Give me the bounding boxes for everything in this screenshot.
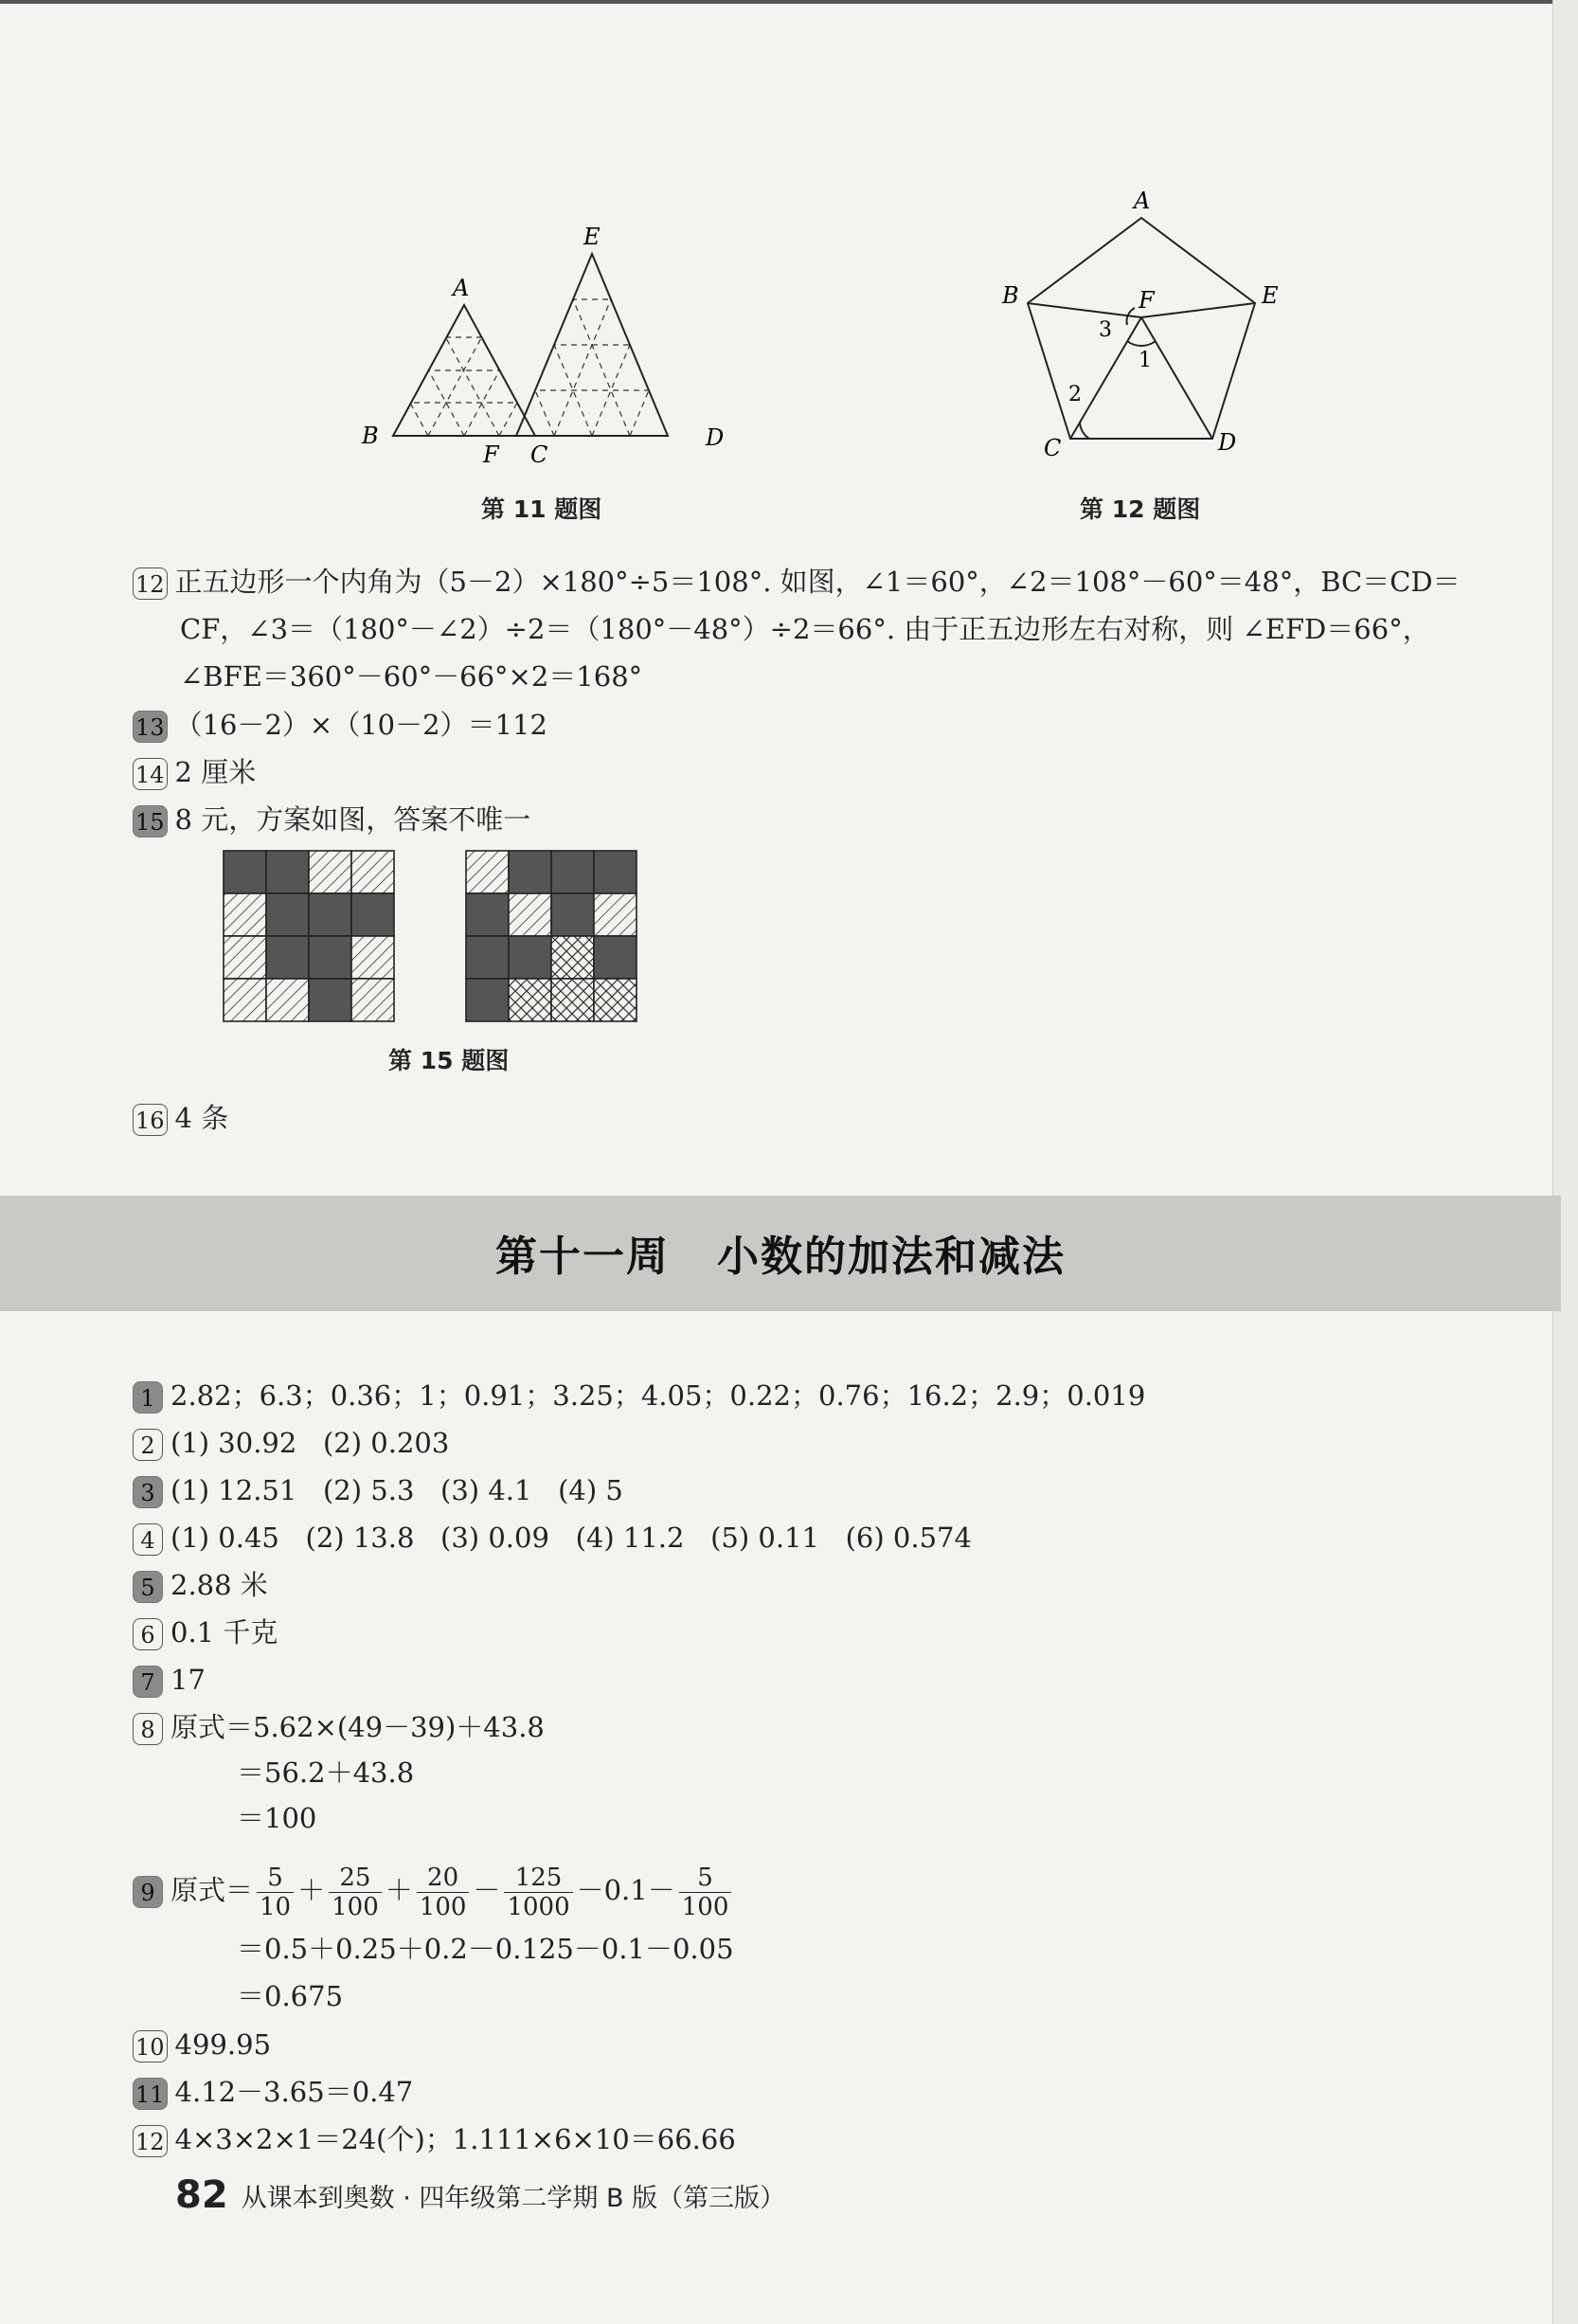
answer-10: [133, 2026, 271, 2063]
denominator: 100: [332, 1892, 379, 1921]
figure-12: [985, 185, 1288, 469]
fig11-label-f: F: [483, 441, 499, 468]
answer-9-line3: ＝0.675: [237, 1980, 344, 2012]
fraction-2: [329, 1864, 382, 1921]
question-number: 9: [133, 1876, 163, 1908]
answer-8-line3: ＝100: [237, 1802, 317, 1834]
answer-16a: [133, 1099, 228, 1137]
question-number: 2: [133, 1429, 163, 1461]
answer-text: 4.12－3.65＝0.47: [174, 2076, 414, 2108]
answer-12: [133, 2120, 736, 2158]
figure-12-caption: 第 12 题图: [1080, 495, 1201, 523]
page-edge: [1552, 0, 1578, 2324]
question-number: 15: [133, 805, 168, 838]
answer-text: 2 厘米: [174, 756, 257, 788]
answer-text: 正五边形一个内角为（5－2）×180°÷5＝108°. 如图，∠1＝60°，∠2＝108°－60°＝48°，BC＝CD＝: [174, 566, 1461, 598]
fig12-label-f: F: [1139, 287, 1155, 314]
answer-text: 2.88 米: [170, 1569, 268, 1601]
answer-text: （16－2）×（10－2）＝112: [174, 709, 547, 741]
answer-text: 8 元，方案如图，答案不唯一: [174, 803, 531, 836]
question-number: 6: [133, 1618, 163, 1650]
answer-text: 4 条: [174, 1102, 229, 1134]
answer-12a: [133, 563, 1461, 601]
figure-15-caption: 第 15 题图: [388, 1047, 510, 1074]
page-footer: [175, 2173, 785, 2217]
week-banner: [0, 1196, 1561, 1311]
question-number: 1: [133, 1381, 163, 1414]
answer-7: [133, 1661, 206, 1699]
answer-text: 0.1 千克: [170, 1616, 278, 1648]
numerator: 20: [417, 1864, 470, 1893]
denominator: 100: [681, 1892, 729, 1921]
page-number: 82: [175, 2173, 228, 2217]
operator: ＋: [297, 1874, 326, 1906]
figure-15: [222, 849, 638, 1023]
question-number: 10: [133, 2030, 168, 2063]
answer-2: [133, 1424, 449, 1462]
operator: ＋: [385, 1874, 413, 1906]
question-number: 14: [133, 758, 168, 790]
answer-8-line2: ＝56.2＋43.8: [237, 1757, 415, 1789]
numerator: 5: [679, 1864, 732, 1893]
numerator: 25: [329, 1864, 382, 1893]
answer-12a-line2: CF，∠3＝（180°－∠2）÷2＝（180°－48°）÷2＝66°. 由于正五边形左右对称，则 ∠EFD＝66°，: [180, 613, 1430, 645]
answer-9-line2: ＝0.5＋0.25＋0.2－0.125－0.1－0.05: [237, 1933, 734, 1965]
figure-11-caption: 第 11 题图: [481, 495, 602, 523]
denominator: 10: [260, 1892, 292, 1921]
fig12-label-e: E: [1262, 282, 1279, 309]
answer-12a-line3: ∠BFE＝360°－60°－66°×2＝168°: [180, 660, 643, 693]
answer-1: [133, 1377, 1145, 1414]
numerator: 125: [504, 1864, 572, 1893]
fig12-angle-3: 3: [1099, 318, 1112, 342]
fig11-label-b: B: [362, 423, 379, 449]
fraction-4: [504, 1864, 572, 1921]
question-number: 12: [133, 567, 168, 600]
question-number: 3: [133, 1476, 163, 1508]
question-number: 8: [133, 1713, 163, 1745]
question-number: 12: [133, 2125, 168, 2157]
answer-text: 2.82；6.3；0.36；1；0.91；3.25；4.05；0.22；0.76；16.2；2.9；0.019: [170, 1379, 1146, 1412]
answer-11: [133, 2073, 413, 2111]
question-number: 7: [133, 1666, 163, 1698]
fig11-label-c: C: [530, 441, 548, 468]
question-number: 5: [133, 1571, 163, 1603]
answer-text: (1) 30.92 (2) 0.203: [170, 1427, 450, 1459]
answer-5: [133, 1566, 268, 1604]
operator: －: [473, 1874, 501, 1906]
numerator: 5: [257, 1864, 294, 1893]
week-label: 第十一周: [495, 1233, 670, 1281]
answer-6: [133, 1613, 278, 1651]
answer-text: 499.95: [174, 2028, 272, 2061]
answer-4: [133, 1519, 972, 1557]
operator: －0.1－: [576, 1874, 675, 1906]
answer-prefix: 原式＝: [170, 1874, 254, 1906]
question-number: 16: [133, 1104, 168, 1136]
fraction-1: [257, 1864, 294, 1921]
fig12-angle-2: 2: [1068, 383, 1082, 406]
denominator: 1000: [507, 1892, 570, 1921]
answer-3: [133, 1471, 623, 1509]
answer-13a: [133, 706, 547, 744]
fig12-label-a: A: [1134, 188, 1151, 214]
answer-9: [133, 1857, 735, 1923]
top-rule: [0, 0, 1553, 4]
answer-text: (1) 0.45 (2) 13.8 (3) 0.09 (4) 11.2 (5) 0.11 (6) 0.574: [170, 1522, 972, 1554]
week-title: [0, 1222, 1561, 1283]
answer-8: [133, 1708, 545, 1746]
denominator: 100: [419, 1892, 467, 1921]
question-number: 11: [133, 2078, 168, 2110]
fig12-label-d: D: [1218, 429, 1237, 456]
fig12-angle-1: 1: [1139, 349, 1152, 372]
answer-text: 17: [170, 1664, 206, 1696]
question-number: 13: [133, 711, 168, 743]
answer-14a: [133, 753, 256, 791]
question-number: 4: [133, 1523, 163, 1556]
week-topic: 小数的加法和减法: [717, 1233, 1066, 1281]
answer-text: (1) 12.51 (2) 5.3 (3) 4.1 (4) 5: [170, 1474, 623, 1506]
answer-15a: [133, 801, 530, 838]
fig11-label-a: A: [453, 275, 470, 301]
fraction-5: [679, 1864, 732, 1921]
book-title: 从课本到奥数 · 四年级第二学期 B 版（第三版）: [241, 2183, 786, 2213]
fig11-label-e: E: [583, 224, 601, 250]
fraction-3: [417, 1864, 470, 1921]
answer-text: 原式＝5.62×(49－39)＋43.8: [170, 1711, 545, 1743]
fig11-label-d: D: [706, 424, 725, 451]
figure-11: [341, 218, 758, 474]
answer-text: 4×3×2×1＝24(个)；1.111×6×10＝66.66: [174, 2123, 736, 2155]
fig12-label-c: C: [1044, 435, 1062, 461]
fig12-label-b: B: [1002, 282, 1019, 309]
